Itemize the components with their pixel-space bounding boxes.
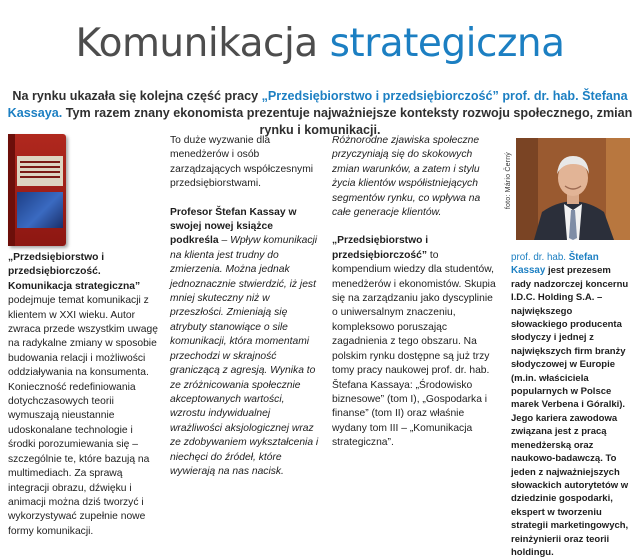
column-2-bold-lead: Profesor Štefan Kassay w swojej nowej książce podkreśla <box>170 206 297 247</box>
column-3-paragraph-2 <box>332 234 500 450</box>
column-2-quote: – Wpływ komunikacji na klienta jest trudny do zmierzenia. Można jednak jednoznacznie stwierdzić, iż jest mniej skuteczny niż w przeszłości. Zmieniają się atrybuty stanowiące o sile komunikacji, która momentami przechodzi w skrajność graniczącą z agresją. Wynika to ze zróżnicowania społecznie akceptowanych wartości, wzrostu indywidualnej wrażliwości aksjologicznej wraz ze zdobywaniem wykształcenia i niechęci do źródeł, które wywierają na nas nacisk. <box>170 235 319 477</box>
photo-credit: foto: Mário Černý <box>505 152 512 210</box>
author-bio-text <box>511 251 631 559</box>
book-title-mention: „Przedsiębiorstwo i przedsiębiorczość. Komunikacja strategiczna” <box>8 252 141 292</box>
column-3-body: to kompendium wiedzy dla studentów, menedżerów i ekonomistów. Skupia się na zarządzaniu jako dyscyplinie o uniwersalnym znaczeniu, kompleksowo poruszając zagadnienia z tego obszaru. Na polskim rynku dostępne są już trzy tomy pracy naukowej prof. dr. hab. Štefana Kassaya: „Środowisko biznesowe” (tom I), „Gospodarka i finanse” (tom II) oraz właśnie wydany tom III – „Komunikacja strategiczna”. <box>332 249 496 449</box>
column-1-body: podejmuje temat komunikacji z klientem w XXI wieku. Autor zwraca przede wszystkim uwagę na radykalne zmiany w sposobie budowania relacji i możliwości oddziaływania na konsumenta. Konieczność redefiniowania dotychczasowych teorii wymuszają nieustannie udoskonalane technologie i środki porozumiewania się – szczególnie te, które bazują na multimediach. Za sprawą integracji obrazu, dźwięku i animacji można dziś tworzyć i wykorzystywać zupełnie nowe formy komunikacji. <box>8 295 158 537</box>
author-bio <box>511 251 631 559</box>
lead-highlight: „Przedsiębiorstwo i przedsiębiorczość” prof. dr. hab. Štefana Kassaya. <box>7 89 628 120</box>
book-cover-image <box>8 134 72 248</box>
column-3 <box>332 134 500 451</box>
column-3-quote: Różnorodne zjawiska społeczne przyczyniają się do skokowych zmian warunków, a zatem i stylu życia klientów współistniejących segmentów rynku, co wpływa na całe generacje klientów. <box>332 135 481 219</box>
column-1 <box>8 134 160 539</box>
article-title <box>0 20 640 68</box>
lead-text-start: Na rynku ukazała się kolejna część pracy <box>12 89 262 103</box>
lead-text-end: Tym razem znany ekonomista prezentuje najważniejsze konteksty rozwoju społecznego, zmian rynku i komunikacji. <box>62 106 633 137</box>
column-3-bold-lead: „Przedsiębiorstwo i przedsiębiorczość” <box>332 235 429 261</box>
author-name-prefix: prof. dr. hab. <box>511 252 569 263</box>
author-name: Štefan Kassay <box>511 252 599 277</box>
column-2 <box>170 134 320 479</box>
lead-paragraph <box>4 88 636 139</box>
title-part-2: strategiczna <box>329 21 565 66</box>
column-2-paragraph-1: To duże wyzwanie dla menedżerów i osób zarządzających współczesnymi przedsiębiorstwami. <box>170 135 314 190</box>
author-portrait-photo <box>516 138 630 240</box>
title-part-1: Komunikacja <box>75 21 318 66</box>
author-bio-body: jest prezesem rady nadzorczej koncernu I.D.C. Holding S.A. – największego słowackiego producenta słodyczy i jednej z największych firm branży słodyczowej w Europie (m.in. właściciela popularnych w Polsce marek Verbena i Góralki). Jego kariera zawodowa związana jest z pracą menedżerską oraz naukowo-badawczą. To jeden z najważniejszych słowackich autorytetów w dziedzinie gospodarki, ekspert w tworzeniu strategii marketingowych, reinżynierii oraz teorii holdingu. <box>511 265 629 558</box>
column-2-paragraph-2 <box>170 206 320 480</box>
